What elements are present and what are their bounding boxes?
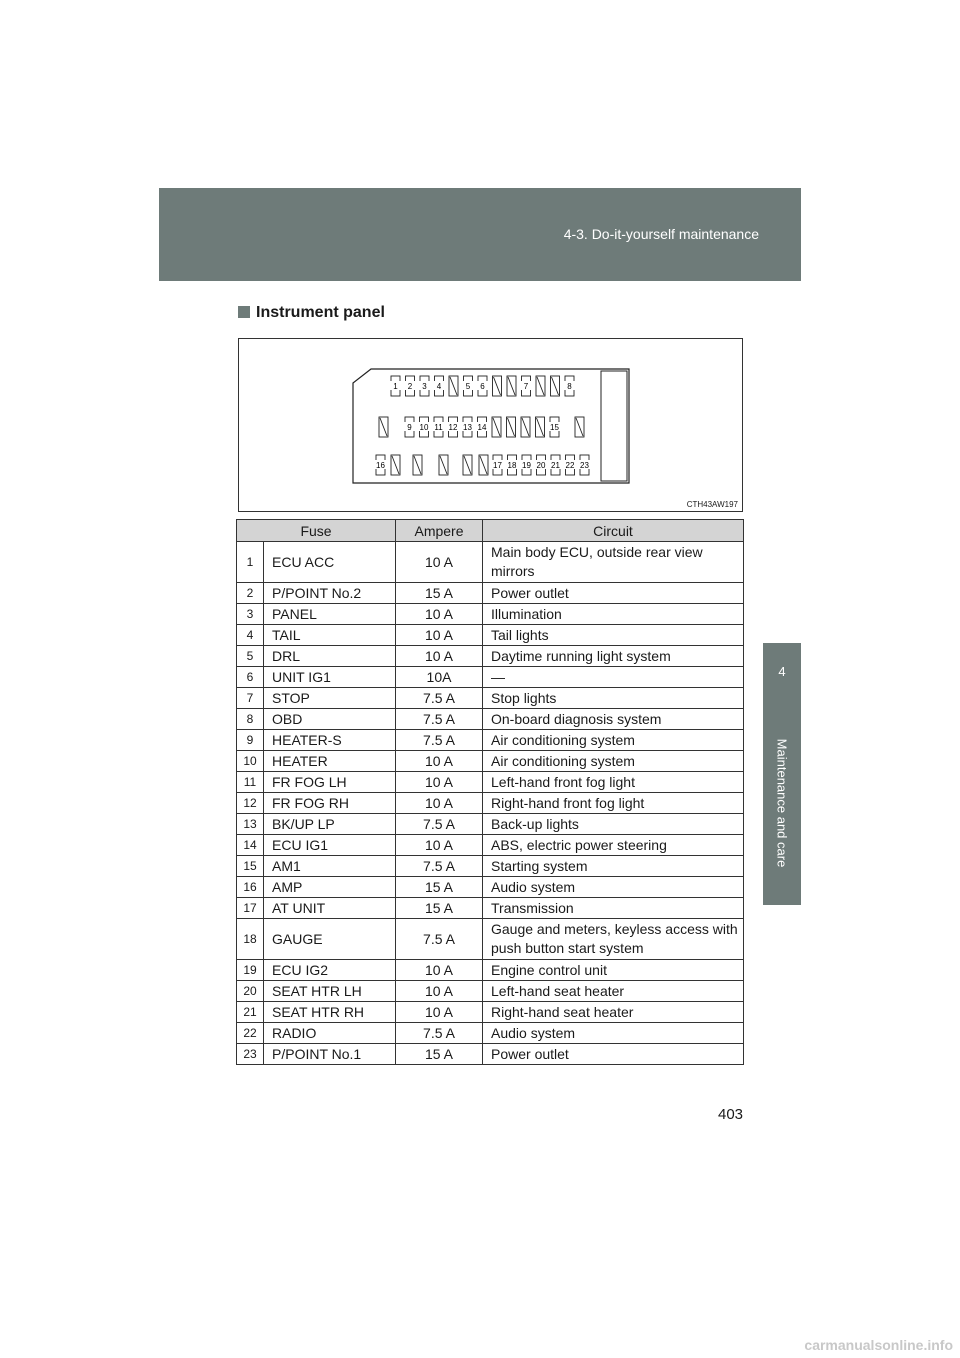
fuse-number-label: 1 <box>393 382 398 391</box>
fuse-name-cell: P/POINT No.1 <box>264 1044 396 1065</box>
fuse-name-cell: PANEL <box>264 604 396 625</box>
fuse-number-cell: 2 <box>237 583 264 604</box>
fuse-name-cell: AMP <box>264 877 396 898</box>
circuit-cell: Tail lights <box>483 625 744 646</box>
fuse-box-figure <box>238 338 743 512</box>
fuse-name-cell: DRL <box>264 646 396 667</box>
table-row <box>237 1002 744 1023</box>
fuse-number-cell: 7 <box>237 688 264 709</box>
fuse-number-cell: 3 <box>237 604 264 625</box>
table-row <box>237 730 744 751</box>
fuse-name-cell: SEAT HTR LH <box>264 981 396 1002</box>
fuse-number-label: 5 <box>465 382 471 391</box>
circuit-cell: Audio system <box>483 877 744 898</box>
fuse-number-label: 4 <box>436 382 442 391</box>
fuse-slot <box>379 417 388 437</box>
table-row <box>237 772 744 793</box>
ampere-cell: 7.5 A <box>396 688 483 709</box>
fuse-number-label: 18 <box>507 461 517 470</box>
fuse-slot <box>565 455 576 475</box>
fuse-name-cell: AT UNIT <box>264 898 396 919</box>
fuse-table <box>236 519 744 1065</box>
fuse-slot <box>549 417 560 437</box>
fuse-slot <box>391 455 400 475</box>
fuse-number-cell: 16 <box>237 877 264 898</box>
circuit-cell: Illumination <box>483 604 744 625</box>
fuse-slot <box>521 376 532 396</box>
section-heading-text: Instrument panel <box>256 304 385 321</box>
fuse-number-label: 21 <box>551 461 560 470</box>
circuit-cell: Air conditioning system <box>483 751 744 772</box>
fuse-number-label: 16 <box>376 461 385 470</box>
fuse-slot <box>551 376 560 396</box>
table-row <box>237 542 744 583</box>
fuse-number-cell: 19 <box>237 960 264 981</box>
fuse-number-label: 6 <box>480 382 485 391</box>
ampere-cell: 15 A <box>396 898 483 919</box>
circuit-cell: Starting system <box>483 856 744 877</box>
section-title: 4-3. Do-it-yourself maintenance <box>563 226 759 242</box>
ampere-cell: 10 A <box>396 542 483 583</box>
ampere-cell: 10 A <box>396 604 483 625</box>
fuse-name-cell: AM1 <box>264 856 396 877</box>
fuse-slot <box>507 455 518 475</box>
ampere-cell: 7.5 A <box>396 709 483 730</box>
fuse-slot <box>434 376 445 396</box>
fuse-slot <box>550 455 561 475</box>
fuse-number-cell: 8 <box>237 709 264 730</box>
circuit-cell: Left-hand seat heater <box>483 981 744 1002</box>
fuse-number-cell: 20 <box>237 981 264 1002</box>
ampere-cell: 15 A <box>396 1044 483 1065</box>
fuse-slot <box>413 455 422 475</box>
fuse-number-cell: 5 <box>237 646 264 667</box>
fuse-box-latch <box>601 371 627 481</box>
fuse-slot <box>419 417 430 437</box>
fuse-number-label: 8 <box>567 382 572 391</box>
circuit-cell: Air conditioning system <box>483 730 744 751</box>
ampere-cell: 10 A <box>396 751 483 772</box>
fuse-number-cell: 10 <box>237 751 264 772</box>
header-fuse: Fuse <box>237 520 396 542</box>
table-row <box>237 981 744 1002</box>
fuse-slot <box>564 376 575 396</box>
fuse-slot <box>439 455 448 475</box>
header-ampere: Ampere <box>396 520 483 542</box>
ampere-cell: 15 A <box>396 583 483 604</box>
page-number: 403 <box>718 1106 744 1123</box>
fuse-slot <box>536 376 545 396</box>
bullet-square-icon <box>238 306 250 318</box>
watermark: carmanualsonline.info <box>804 1337 953 1353</box>
fuse-number-cell: 4 <box>237 625 264 646</box>
fuse-number-cell: 12 <box>237 793 264 814</box>
fuse-slot <box>575 417 584 437</box>
circuit-cell: Right-hand seat heater <box>483 1002 744 1023</box>
table-row <box>237 814 744 835</box>
fuse-slot <box>477 417 488 437</box>
fuse-slot <box>507 417 516 437</box>
table-row <box>237 751 744 772</box>
fuse-name-cell: UNIT IG1 <box>264 667 396 688</box>
fuse-number-cell: 15 <box>237 856 264 877</box>
fuse-number-cell: 22 <box>237 1023 264 1044</box>
table-row <box>237 856 744 877</box>
fuse-slot <box>477 376 488 396</box>
ampere-cell: 7.5 A <box>396 856 483 877</box>
fuse-number-cell: 14 <box>237 835 264 856</box>
fuse-name-cell: HEATER <box>264 751 396 772</box>
fuse-number-label: 2 <box>407 382 413 391</box>
fuse-number-label: 3 <box>422 382 427 391</box>
fuse-slot <box>536 455 547 475</box>
circuit-cell: Daytime running light system <box>483 646 744 667</box>
fuse-name-cell: FR FOG RH <box>264 793 396 814</box>
fuse-slot <box>521 455 532 475</box>
circuit-cell: Audio system <box>483 1023 744 1044</box>
chapter-tab <box>763 700 801 905</box>
fuse-number-label: 9 <box>407 423 412 432</box>
fuse-number-label: 23 <box>580 461 589 470</box>
fuse-name-cell: SEAT HTR RH <box>264 1002 396 1023</box>
ampere-cell: 10 A <box>396 793 483 814</box>
ampere-cell: 10 A <box>396 772 483 793</box>
fuse-name-cell: GAUGE <box>264 919 396 960</box>
chapter-tab-label: Maintenance and care <box>774 738 790 867</box>
table-row <box>237 604 744 625</box>
fuse-name-cell: OBD <box>264 709 396 730</box>
table-row <box>237 898 744 919</box>
table-row <box>237 688 744 709</box>
fuse-slot <box>463 376 474 396</box>
fuse-number-label: 15 <box>550 423 559 432</box>
fuse-number-cell: 1 <box>237 542 264 583</box>
circuit-cell: Left-hand front fog light <box>483 772 744 793</box>
fuse-slot <box>536 417 545 437</box>
ampere-cell: 10 A <box>396 835 483 856</box>
fuse-number-label: 19 <box>522 461 531 470</box>
fuse-number-cell: 6 <box>237 667 264 688</box>
ampere-cell: 7.5 A <box>396 814 483 835</box>
fuse-number-cell: 13 <box>237 814 264 835</box>
fuse-name-cell: FR FOG LH <box>264 772 396 793</box>
fuse-number-cell: 17 <box>237 898 264 919</box>
fuse-slot <box>579 455 590 475</box>
circuit-cell: On-board diagnosis system <box>483 709 744 730</box>
section-heading <box>238 304 385 322</box>
circuit-cell: ABS, electric power steering <box>483 835 744 856</box>
fuse-number-label: 14 <box>477 423 487 432</box>
fuse-slot <box>433 417 444 437</box>
fuse-name-cell: TAIL <box>264 625 396 646</box>
table-row <box>237 646 744 667</box>
fuse-name-cell: ECU IG1 <box>264 835 396 856</box>
fuse-number-label: 13 <box>463 423 472 432</box>
fuse-name-cell: ECU IG2 <box>264 960 396 981</box>
table-header-row <box>237 520 744 542</box>
ampere-cell: 7.5 A <box>396 919 483 960</box>
fuse-name-cell: RADIO <box>264 1023 396 1044</box>
fuse-number-label: 20 <box>536 461 546 470</box>
table-row <box>237 1044 744 1065</box>
figure-code: CTH43AW197 <box>686 500 738 509</box>
circuit-cell: Power outlet <box>483 1044 744 1065</box>
table-row <box>237 793 744 814</box>
circuit-cell: Right-hand front fog light <box>483 793 744 814</box>
fuse-slot <box>493 376 502 396</box>
fuse-slot <box>405 376 416 396</box>
circuit-cell: Main body ECU, outside rear view mirrors <box>483 542 744 583</box>
fuse-number-label: 10 <box>419 423 429 432</box>
fuse-number-label: 12 <box>448 423 458 432</box>
fuse-slot <box>521 417 530 437</box>
fuse-number-cell: 11 <box>237 772 264 793</box>
fuse-slot <box>404 417 415 437</box>
ampere-cell: 10 A <box>396 1002 483 1023</box>
ampere-cell: 10 A <box>396 981 483 1002</box>
circuit-cell: Gauge and meters, keyless access with push button start system <box>483 919 744 960</box>
fuse-number-cell: 23 <box>237 1044 264 1065</box>
fuse-slot <box>462 417 473 437</box>
table-row <box>237 835 744 856</box>
fuse-slot <box>507 376 516 396</box>
ampere-cell: 10 A <box>396 625 483 646</box>
circuit-cell: Power outlet <box>483 583 744 604</box>
chapter-tab-number: 4 <box>763 643 801 700</box>
table-row <box>237 919 744 960</box>
ampere-cell: 15 A <box>396 877 483 898</box>
fuse-slot <box>479 455 488 475</box>
table-row <box>237 667 744 688</box>
fuse-box-diagram <box>239 339 742 511</box>
table-row <box>237 1023 744 1044</box>
ampere-cell: 7.5 A <box>396 730 483 751</box>
table-row <box>237 709 744 730</box>
fuse-slot <box>390 376 401 396</box>
circuit-cell: — <box>483 667 744 688</box>
fuse-number-label: 7 <box>523 382 529 391</box>
table-row <box>237 877 744 898</box>
fuse-name-cell: STOP <box>264 688 396 709</box>
fuse-number-cell: 21 <box>237 1002 264 1023</box>
fuse-slot <box>448 417 459 437</box>
fuse-number-cell: 18 <box>237 919 264 960</box>
fuse-number-label: 17 <box>493 461 502 470</box>
ampere-cell: 10 A <box>396 960 483 981</box>
fuse-number-cell: 9 <box>237 730 264 751</box>
table-row <box>237 583 744 604</box>
fuse-slot <box>492 417 501 437</box>
circuit-cell: Stop lights <box>483 688 744 709</box>
fuse-slot <box>449 376 458 396</box>
fuse-slot <box>492 455 503 475</box>
fuse-slot <box>375 455 386 475</box>
fuse-number-label: 22 <box>565 461 575 470</box>
fuse-number-label: 11 <box>434 423 443 432</box>
table-row <box>237 625 744 646</box>
fuse-name-cell: HEATER-S <box>264 730 396 751</box>
table-row <box>237 960 744 981</box>
fuse-slot <box>419 376 430 396</box>
header-circuit: Circuit <box>483 520 744 542</box>
fuse-name-cell: ECU ACC <box>264 542 396 583</box>
circuit-cell: Back-up lights <box>483 814 744 835</box>
ampere-cell: 7.5 A <box>396 1023 483 1044</box>
circuit-cell: Engine control unit <box>483 960 744 981</box>
ampere-cell: 10A <box>396 667 483 688</box>
fuse-name-cell: BK/UP LP <box>264 814 396 835</box>
circuit-cell: Transmission <box>483 898 744 919</box>
fuse-name-cell: P/POINT No.2 <box>264 583 396 604</box>
fuse-slot <box>463 455 472 475</box>
ampere-cell: 10 A <box>396 646 483 667</box>
